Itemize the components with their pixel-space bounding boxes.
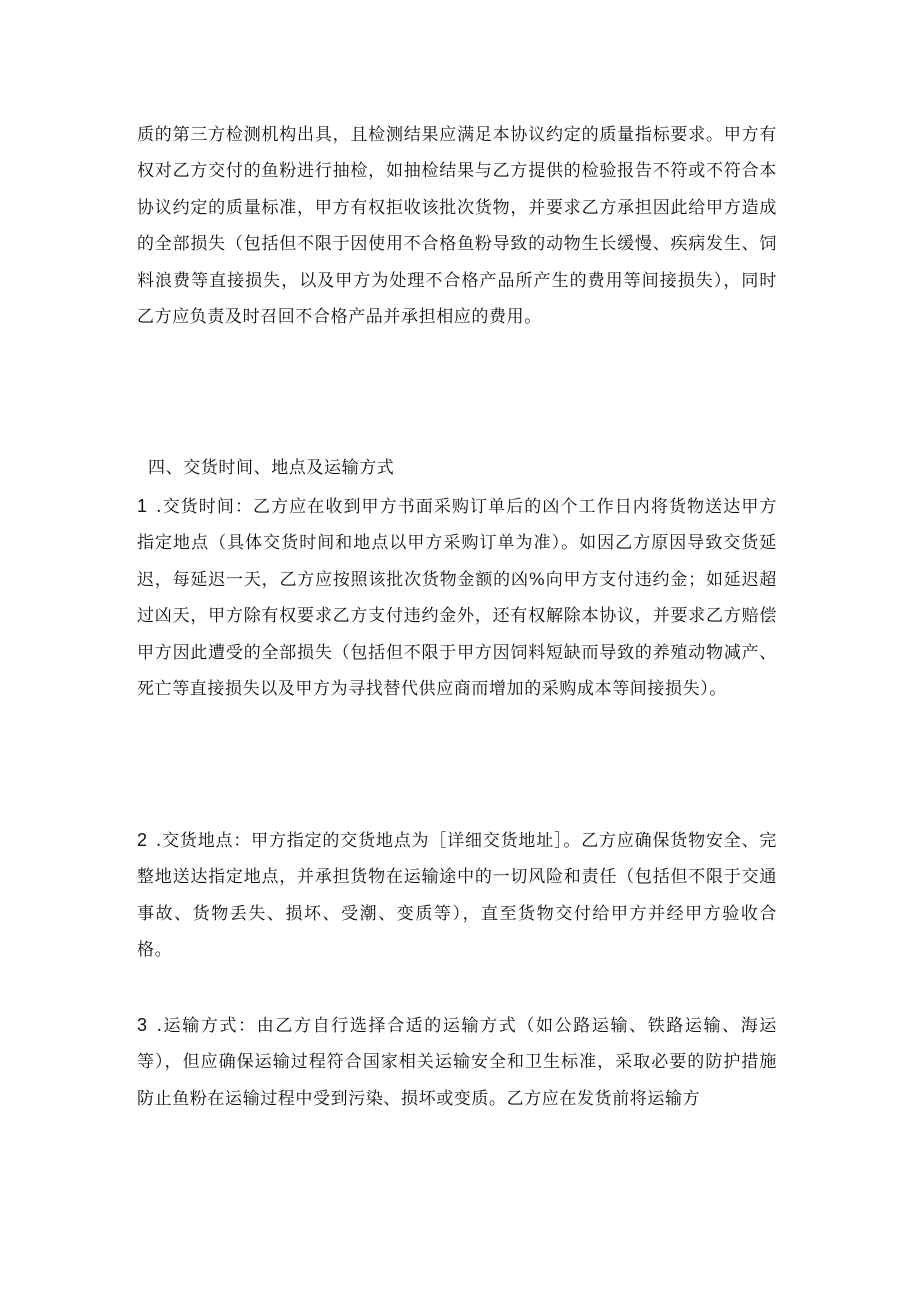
section-heading-delivery: 四、交货时间、地点及运输方式 [148, 458, 395, 478]
clause-1-text: .交货时间：乙方应在收到甲方书面采购订单后的凶个工作日内将货物送达甲方指定地点（具体交货时间和地点以甲方采购订单为准）。如因乙方原因导致交货延迟，每延迟一天，乙方应按照该批次货物金额的凶%向甲方支付违约金；如延迟超过凶天，甲方除有权要求乙方支付违约金外，还有权解除本协议，并要求乙方赔偿甲方因此遭受的全部损失（包括但不限于甲方因饲料短缺而导致的养殖动物减产、死亡等直接损失以及甲方为寻找替代供应商而增加的采购成本等间接损失）。 [137, 497, 777, 700]
clause-2-number: 2 [137, 830, 148, 850]
clause-3-transport-method [137, 1007, 777, 1117]
clause-1-delivery-time [137, 488, 777, 707]
clause-3-text: .运输方式：由乙方自行选择合适的运输方式（如公路运输、铁路运输、海运等），但应确保运输过程符合国家相关运输安全和卫生标准，采取必要的防护措施防止鱼粉在运输过程中受到污染、损坏或变质。乙方应在发货前将运输方 [137, 1016, 777, 1109]
clause-1-number: 1 [137, 496, 148, 516]
clause-2-text: .交货地点：甲方指定的交货地点为［详细交货地址］。乙方应确保货物安全、完整地送达指定地点，并承担货物在运输途中的一切风险和责任（包括但不限于交通事故、货物丢失、损坏、受潮、变质等），直至货物交付给甲方并经甲方验收合格。 [137, 831, 777, 961]
paragraph-quality-inspection: 质的第三方检测机构出具，且检测结果应满足本协议约定的质量指标要求。甲方有权对乙方交付的鱼粉进行抽检，如抽检结果与乙方提供的检验报告不符或不符合本协议约定的质量标准，甲方有权拒收该批次货物，并要求乙方承担因此给甲方造成的全部损失（包括但不限于因使用不合格鱼粉导致的动物生长缓慢、疾病发生、饲料浪费等直接损失，以及甲方为处理不合格产品所产生的费用等间接损失），同时乙方应负责及时召回不合格产品并承担相应的费用。 [137, 125, 777, 328]
clause-3-number: 3 [137, 1015, 148, 1035]
clause-2-delivery-location [137, 822, 777, 969]
